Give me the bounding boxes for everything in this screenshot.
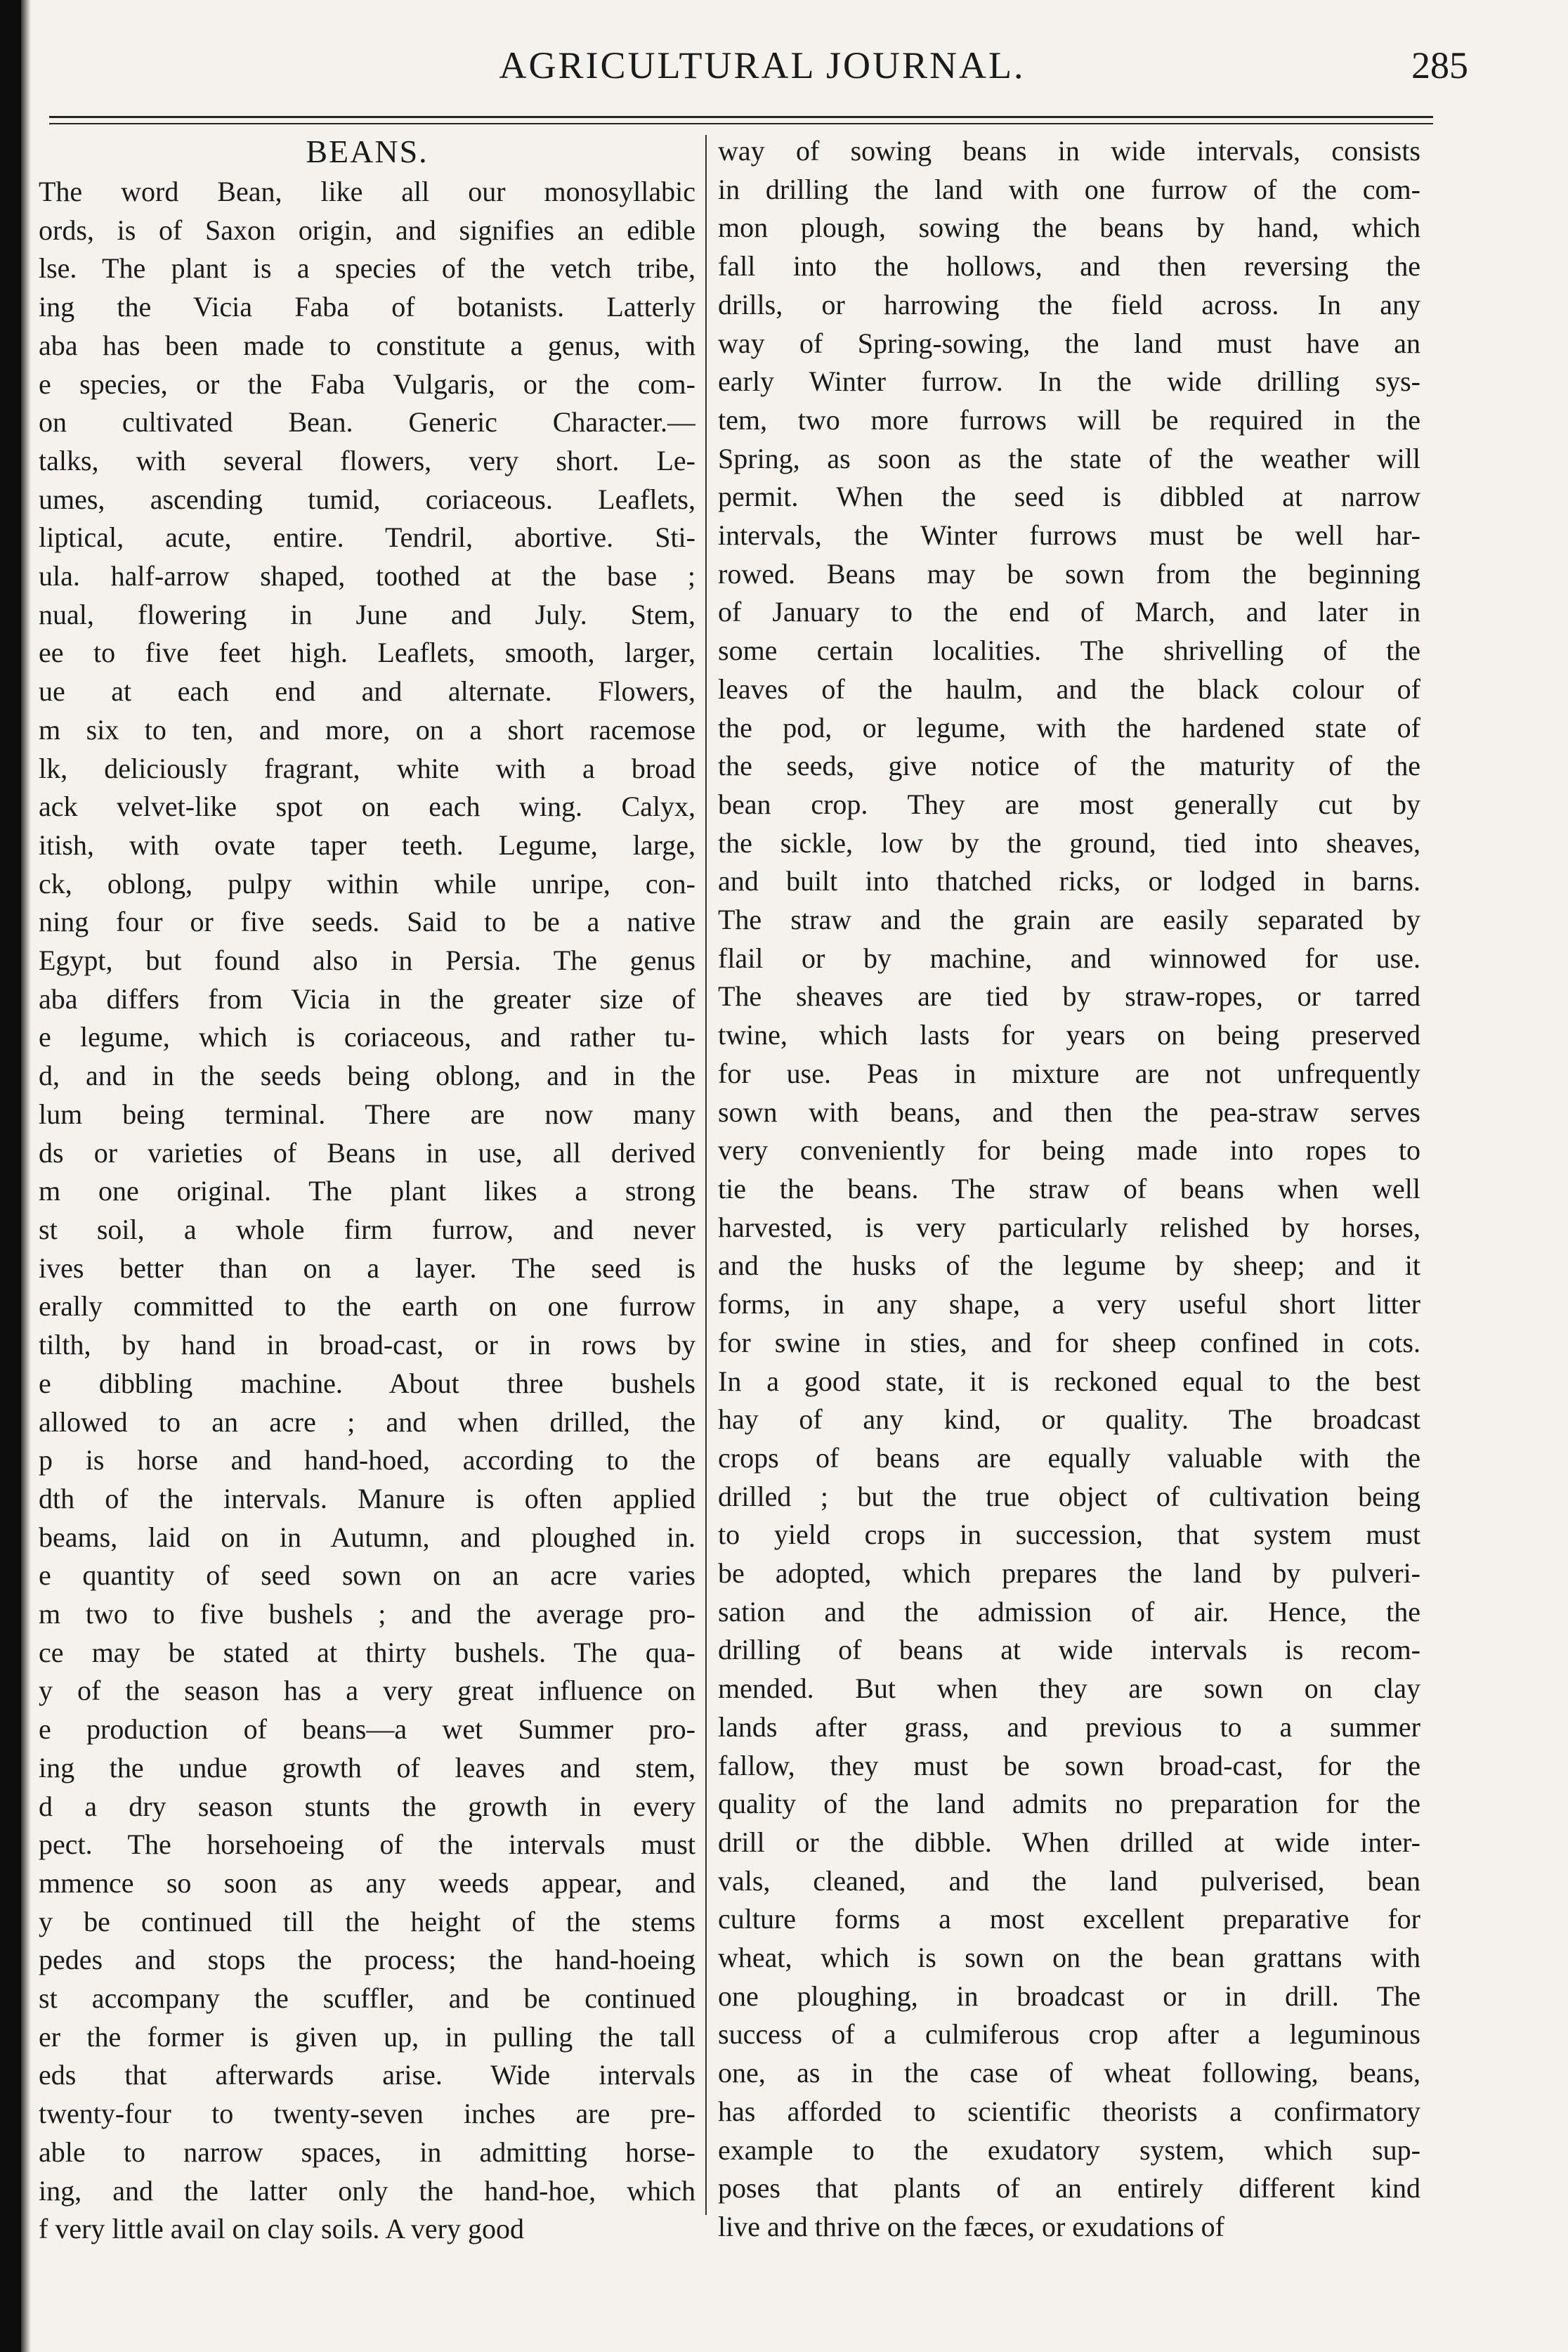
text-line: the sickle, low by the ground, tied into sheaves,	[718, 826, 1420, 859]
text-line: In a good state, it is reckoned equal to the best	[718, 1365, 1420, 1397]
text-line: Spring, as soon as the state of the weather will	[718, 442, 1420, 474]
text-line: d a dry season stunts the growth in every	[39, 1790, 695, 1822]
text-line: intervals, the Winter furrows must be well har-	[718, 519, 1420, 552]
binding-gradient	[21, 0, 31, 2352]
text-line: drill or the dibble. When drilled at wide inter-	[718, 1826, 1420, 1858]
text-line: er the former is given up, in pulling the tall	[39, 2020, 695, 2053]
text-line: very conveniently for being made into ropes to	[718, 1134, 1420, 1167]
text-line: ords, is of Saxon origin, and signifies an edible	[39, 214, 695, 246]
text-line: eds that afterwards arise. Wide intervals	[39, 2059, 695, 2091]
text-line: The straw and the grain are easily separated by	[718, 904, 1420, 936]
text-line: quality of the land admits no preparation for the	[718, 1788, 1420, 1820]
text-line: forms, in any shape, a very useful short litter	[718, 1288, 1420, 1320]
text-line: pect. The horsehoeing of the intervals must	[39, 1828, 695, 1861]
text-line: for swine in sties, and for sheep confined in cots.	[718, 1326, 1420, 1358]
text-line: e production of beans—a wet Summer pro-	[39, 1713, 695, 1746]
text-line: y be continued till the height of the stems	[39, 1905, 695, 1937]
text-line: ue at each end and alternate. Flowers,	[39, 675, 695, 708]
text-line: wheat, which is sown on the bean grattans with	[718, 1942, 1420, 1974]
text-line: and the husks of the legume by sheep; and it	[718, 1249, 1420, 1282]
text-line: m six to ten, and more, on a short racemose	[39, 713, 695, 746]
text-line: y of the season has a very great influence on	[39, 1675, 695, 1707]
text-line: pedes and stops the process; the hand-hoeing	[39, 1944, 695, 1976]
text-line: poses that plants of an entirely different kind	[718, 2172, 1420, 2204]
text-line: ula. half-arrow shaped, toothed at the base ;	[39, 560, 695, 592]
text-line: fall into the hollows, and then reversing the	[718, 250, 1420, 282]
book-binding-shadow	[0, 0, 21, 2352]
page-number: 285	[1411, 44, 1468, 86]
text-line: hay of any kind, or quality. The broadcast	[718, 1403, 1420, 1436]
running-title: AGRICULTURAL JOURNAL.	[499, 44, 1026, 86]
text-line: ds or varieties of Beans in use, all derived	[39, 1136, 695, 1169]
text-line: e legume, which is coriaceous, and rather tu-	[39, 1021, 695, 1053]
text-line: sown with beans, and then the pea-straw serves	[718, 1096, 1420, 1128]
text-line: lands after grass, and previous to a summer	[718, 1710, 1420, 1743]
text-line: harvested, is very particularly relished by horses,	[718, 1211, 1420, 1243]
text-line: be adopted, which prepares the land by pulveri-	[718, 1557, 1420, 1590]
right-column	[718, 132, 1420, 2282]
text-line: tie the beans. The straw of beans when well	[718, 1172, 1420, 1204]
text-line: ives better than on a layer. The seed is	[39, 1252, 695, 1284]
text-line: sation and the admission of air. Hence, the	[718, 1595, 1420, 1627]
text-line: m one original. The plant likes a strong	[39, 1175, 695, 1207]
text-line: drills, or harrowing the field across. In any	[718, 288, 1420, 320]
article-title: BEANS.	[306, 134, 429, 169]
text-line: mended. But when they are sown on clay	[718, 1672, 1420, 1705]
text-line: for use. Peas in mixture are not unfrequently	[718, 1057, 1420, 1089]
text-line: drilled ; but the true object of cultivation being	[718, 1480, 1420, 1512]
text-line: talks, with several flowers, very short. Le-	[39, 444, 695, 476]
text-line: erally committed to the earth on one furrow	[39, 1290, 695, 1323]
text-line: permit. When the seed is dibbled at narrow	[718, 481, 1420, 513]
text-line: st accompany the scuffler, and be continued	[39, 1982, 695, 2015]
text-line: early Winter furrow. In the wide drilling sys-	[718, 365, 1420, 398]
text-line: ack velvet-like spot on each wing. Calyx,	[39, 791, 695, 823]
text-line: lk, deliciously fragrant, white with a broad	[39, 752, 695, 784]
text-line: example to the exudatory system, which sup-	[718, 2133, 1420, 2166]
text-line: ing the undue growth of leaves and stem,	[39, 1751, 695, 1784]
text-line: e dibbling machine. About three bushels	[39, 1367, 695, 1399]
text-line: tem, two more furrows will be required in the	[718, 403, 1420, 436]
text-line: flail or by machine, and winnowed for use.	[718, 942, 1420, 974]
text-line: tilth, by hand in broad-cast, or in rows by	[39, 1329, 695, 1361]
page-header	[49, 37, 1475, 121]
text-line: aba differs from Vicia in the greater size of	[39, 982, 695, 1015]
text-line: itish, with ovate taper teeth. Legume, large,	[39, 829, 695, 861]
text-line: e quantity of seed sown on an acre varies	[39, 1559, 695, 1592]
text-line: d, and in the seeds being oblong, and in the	[39, 1060, 695, 1092]
text-line: of January to the end of March, and later in	[718, 596, 1420, 628]
text-line: nual, flowering in June and July. Stem,	[39, 598, 695, 630]
text-line: twenty-four to twenty-seven inches are pre-	[39, 2098, 695, 2130]
text-line: to yield crops in succession, that system must	[718, 1519, 1420, 1551]
text-line: ee to five feet high. Leaflets, smooth, larger,	[39, 637, 695, 669]
text-line: twine, which lasts for years on being preserved	[718, 1019, 1420, 1051]
text-line: f very little avail on clay soils. A very good	[39, 2213, 524, 2245]
text-line: vals, cleaned, and the land pulverised, bean	[718, 1864, 1420, 1897]
text-line: one ploughing, in broadcast or in drill. The	[718, 1980, 1420, 2012]
text-line: way of sowing beans in wide intervals, consists	[718, 135, 1420, 167]
text-line: on cultivated Bean. Generic Character.—	[39, 406, 695, 438]
text-line: able to narrow spaces, in admitting horse-	[39, 2136, 695, 2168]
text-line: lse. The plant is a species of the vetch tribe,	[39, 252, 695, 285]
text-line: has afforded to scientific theorists a confirmatory	[718, 2095, 1420, 2127]
text-line: bean crop. They are most generally cut by	[718, 788, 1420, 820]
text-line: lum being terminal. There are now many	[39, 1098, 695, 1130]
text-line: and built into thatched ricks, or lodged in barns.	[718, 865, 1420, 897]
text-line: crops of beans are equally valuable with the	[718, 1441, 1420, 1474]
text-line: ce may be stated at thirty bushels. The qua-	[39, 1636, 695, 1668]
header-rule-thin	[49, 123, 1433, 124]
text-line: ing the Vicia Faba of botanists. Latterly	[39, 291, 695, 323]
text-line: success of a culmiferous crop after a leguminous	[718, 2018, 1420, 2051]
text-line: The word Bean, like all our monosyllabic	[39, 176, 695, 207]
text-line: m two to five bushels ; and the average pro-	[39, 1598, 695, 1630]
text-line: the seeds, give notice of the maturity of the	[718, 750, 1420, 782]
text-line: dth of the intervals. Manure is often applied	[39, 1482, 695, 1514]
text-line: fallow, they must be sown broad-cast, for the	[718, 1749, 1420, 1781]
text-line: mon plough, sowing the beans by hand, which	[718, 212, 1420, 244]
text-line: umes, ascending tumid, coriaceous. Leaflets,	[39, 483, 695, 515]
text-line: rowed. Beans may be sown from the beginning	[718, 557, 1420, 590]
text-line: ing, and the latter only the hand-hoe, which	[39, 2174, 695, 2207]
text-line: some certain localities. The shrivelling of the	[718, 635, 1420, 667]
text-line: in drilling the land with one furrow of the com-	[718, 173, 1420, 205]
text-line: mmence so soon as any weeds appear, and	[39, 1866, 695, 1899]
text-line: allowed to an acre ; and when drilled, the	[39, 1405, 695, 1438]
text-line: ning four or five seeds. Said to be a native	[39, 906, 695, 938]
text-line: the pod, or legume, with the hardened state of	[718, 711, 1420, 743]
text-line: The sheaves are tied by straw-ropes, or tarred	[718, 980, 1420, 1013]
text-line: live and thrive on the fæces, or exudations of	[718, 2210, 1224, 2242]
text-line: e species, or the Faba Vulgaris, or the com-	[39, 368, 695, 400]
column-divider	[705, 135, 707, 2215]
text-line: beams, laid on in Autumn, and ploughed in.	[39, 1521, 695, 1553]
left-column	[39, 132, 695, 2282]
text-line: p is horse and hand-hoed, according to the	[39, 1444, 695, 1476]
text-line: one, as in the case of wheat following, beans,	[718, 2057, 1420, 2089]
header-rule	[49, 116, 1433, 118]
text-line: leaves of the haulm, and the black colour of	[718, 673, 1420, 705]
text-line: aba has been made to constitute a genus, with	[39, 329, 695, 361]
text-line: Egypt, but found also in Persia. The genus	[39, 944, 695, 977]
text-line: drilling of beans at wide intervals is recom-	[718, 1634, 1420, 1666]
text-line: way of Spring-sowing, the land must have an	[718, 327, 1420, 359]
text-line: st soil, a whole firm furrow, and never	[39, 1213, 695, 1245]
text-line: ck, oblong, pulpy within while unripe, con-	[39, 867, 695, 899]
text-line: culture forms a most excellent preparative for	[718, 1903, 1420, 1935]
text-line: liptical, acute, entire. Tendril, abortive. Sti-	[39, 521, 695, 554]
